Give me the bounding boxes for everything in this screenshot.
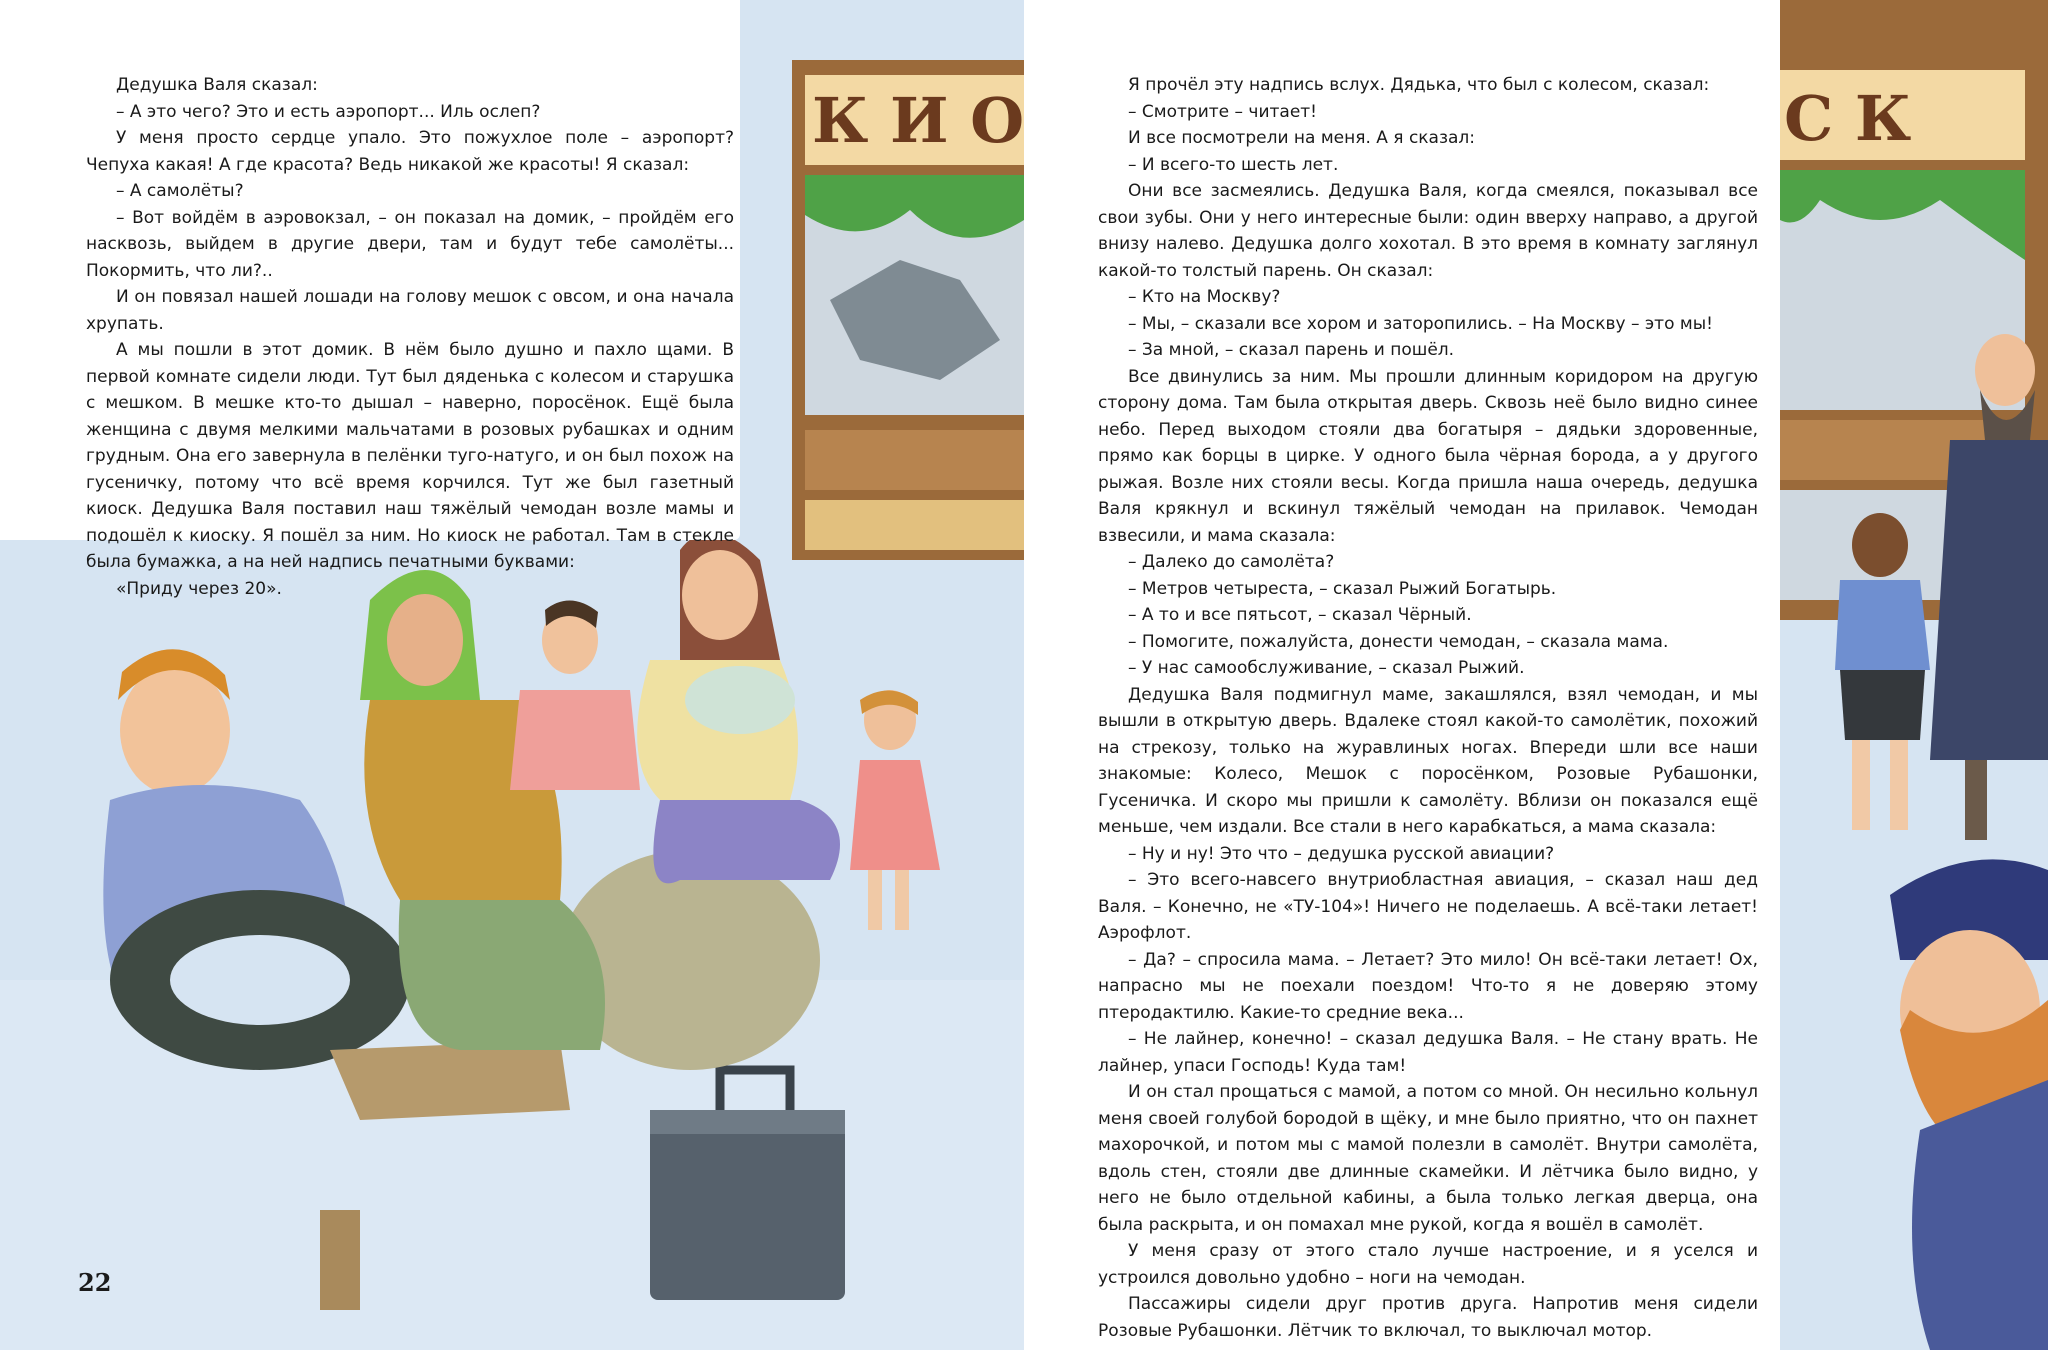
right-page-text (1098, 72, 1758, 1344)
passengers-illustration (1780, 0, 2048, 1350)
paragraph: Дедушка Валя подмигнул маме, закашлялся, взял чемодан, и мы вышли в открытую дверь. Вдалеке стоял какой-то самолётик, похожий на стрекозу, только на журавлиных ногах. Впереди шли все наши знакомые: Колесо, Мешок с поросёнком, Розовые Рубашонки, Гусеничка. И скоро мы пришли к самолёту. Вблизи он показался ещё меньше, чем издали. Все стали в него карабкаться, а мама сказала: (1098, 684, 1758, 837)
right-page (1024, 0, 2048, 1350)
paragraph: У меня сразу от этого стало лучше настроение, и я уселся и устроился довольно удобно – ноги на чемодан. (1098, 1241, 1758, 1288)
kiosk-sign-letters: С К (1784, 82, 1912, 155)
paragraph: – Кто на Москву? (1128, 287, 1281, 307)
paragraph: – Смотрите – читает! (1128, 101, 1318, 122)
paragraph: – Ну и ну! Это что – дедушка русской авиации? (1128, 843, 1555, 864)
paragraph: – За мной, – сказал парень и пошёл. (1128, 340, 1455, 360)
paragraph: И все посмотрели на меня. А я сказал: (1128, 128, 1476, 148)
paragraph: Я прочёл эту надпись вслух. Дядька, что был с колесом, сказал: (1128, 75, 1710, 95)
paragraph: А мы пошли в этот домик. В нём было душно и пахло щами. В первой комнате сидели люди. Тут был дяденька с колесом и старушка с мешком. В мешке кто-то дышал – наверно, поросёнок. Ещё была женщина с двумя мелкими мальчатами в розовых рубашках и одним грудным. Она его завернула в пелёнки туго-натуго, и он был похож на гусеничку, потому что всё время корчился. Тут же был газетный киоск. Дедушка Валя поставил наш тяжёлый чемодан возле мамы и подошёл к киоску. Я пошёл за ним. Но киоск не работал. Там в стекле была бумажка, а на ней надпись печатными буквами: (86, 340, 734, 572)
paragraph: – Помогите, пожалуйста, донести чемодан, – сказала мама. (1128, 631, 1669, 652)
paragraph: – А это чего? Это и есть аэропорт... Иль ослеп? (116, 101, 541, 122)
paragraph: Пассажиры сидели друг против друга. Напротив меня сидели Розовые Рубашонки. Лётчик то включал, то выключал мотор. (1098, 1294, 1758, 1341)
paragraph: – Метров четыреста, – сказал Рыжий Богатырь. (1128, 578, 1557, 599)
paragraph: – И всего-то шесть лет. (1128, 154, 1339, 175)
kiosk-left-part (792, 60, 1024, 560)
paragraph: – Не лайнер, конечно! – сказал дедушка Валя. – Не стану врать. Не лайнер, упаси Господь! Куда там! (1098, 1029, 1758, 1076)
paragraph: – А то и все пятьсот, – сказал Чёрный. (1128, 605, 1472, 625)
paragraph: И он стал прощаться с мамой, а потом со мной. Он несильно кольнул меня своей голубой бородой в щёку, и мне было приятно, что он пахнет махорочкой, и потом мы с мамой полезли в самолёт. Внутри самолёта, вдоль стен, стояли две длинные скамейки. И лётчика было видно, у него не было отдельной кабины, а была только легкая дверца, она была раскрыта, и он помахал мне рукой, когда я вошёл в самолёт. (1098, 1082, 1758, 1235)
left-page-text (86, 72, 734, 602)
paragraph: – Мы, – сказали все хором и заторопились. – На Москву – это мы! (1128, 313, 1713, 334)
paragraph: – Это всего-навсего внутриобластная авиация, – сказал наш дед Валя. – Конечно, не «ТУ-104»! Ничего не поделаешь. А всё-таки летает! Аэрофлот. (1098, 870, 1758, 943)
paragraph: И он повязал нашей лошади на голову мешок с овсом, и она начала хрупать. (86, 287, 734, 334)
paragraph: – У нас самообслуживание, – сказал Рыжий. (1128, 658, 1525, 678)
paragraph: «Приду через 20». (116, 578, 282, 599)
paragraph: Дедушка Валя сказал: (116, 75, 318, 95)
paragraph: – Да? – спросила мама. – Летает? Это мило! Он всё-таки летает! Ох, напрасно мы не поехали поездом! Что-то я не доверяю этому птеродактилю. Какие-то средние века... (1098, 949, 1758, 1023)
paragraph: – Вот войдём в аэровокзал, – он показал на домик, – пройдём его насквозь, выйдем в другие двери, там и будут тебе самолёты... Покормить, что ли?.. (86, 207, 734, 281)
paragraph: Все двинулись за ним. Мы прошли длинным коридором на другую сторону дома. Там была открытая дверь. Сквозь неё было видно синее небо. Перед выходом стояли два богатыря – дядьки здоровенные, прямо как борцы в цирке. У одного была чёрная борода, а у другого рыжая. Возле них стояли весы. Когда пришла наша очередь, дедушка Валя крякнул и вскинул тяжёлый чемодан на прилавок. Чемодан взвесили, и мама сказала: (1098, 366, 1758, 546)
paragraph: У меня просто сердце упало. Это пожухлое поле – аэропорт? Чепуха какая! А где красота? Ведь никакой же красоты! Я сказал: (86, 128, 734, 175)
paragraph: – Далеко до самолёта? (1128, 552, 1335, 572)
paragraph: – А самолёты? (116, 181, 244, 201)
kiosk-sign-letters: К И О (812, 84, 1024, 157)
page-number: 22 (78, 1268, 112, 1297)
paragraph: Они все засмеялись. Дедушка Валя, когда смеялся, показывал все свои зубы. Они у него интересные были: один вверху направо, а другой внизу налево. Дедушка долго хохотал. В это время в комнату заглянул какой-то толстый парень. Он сказал: (1098, 181, 1758, 281)
